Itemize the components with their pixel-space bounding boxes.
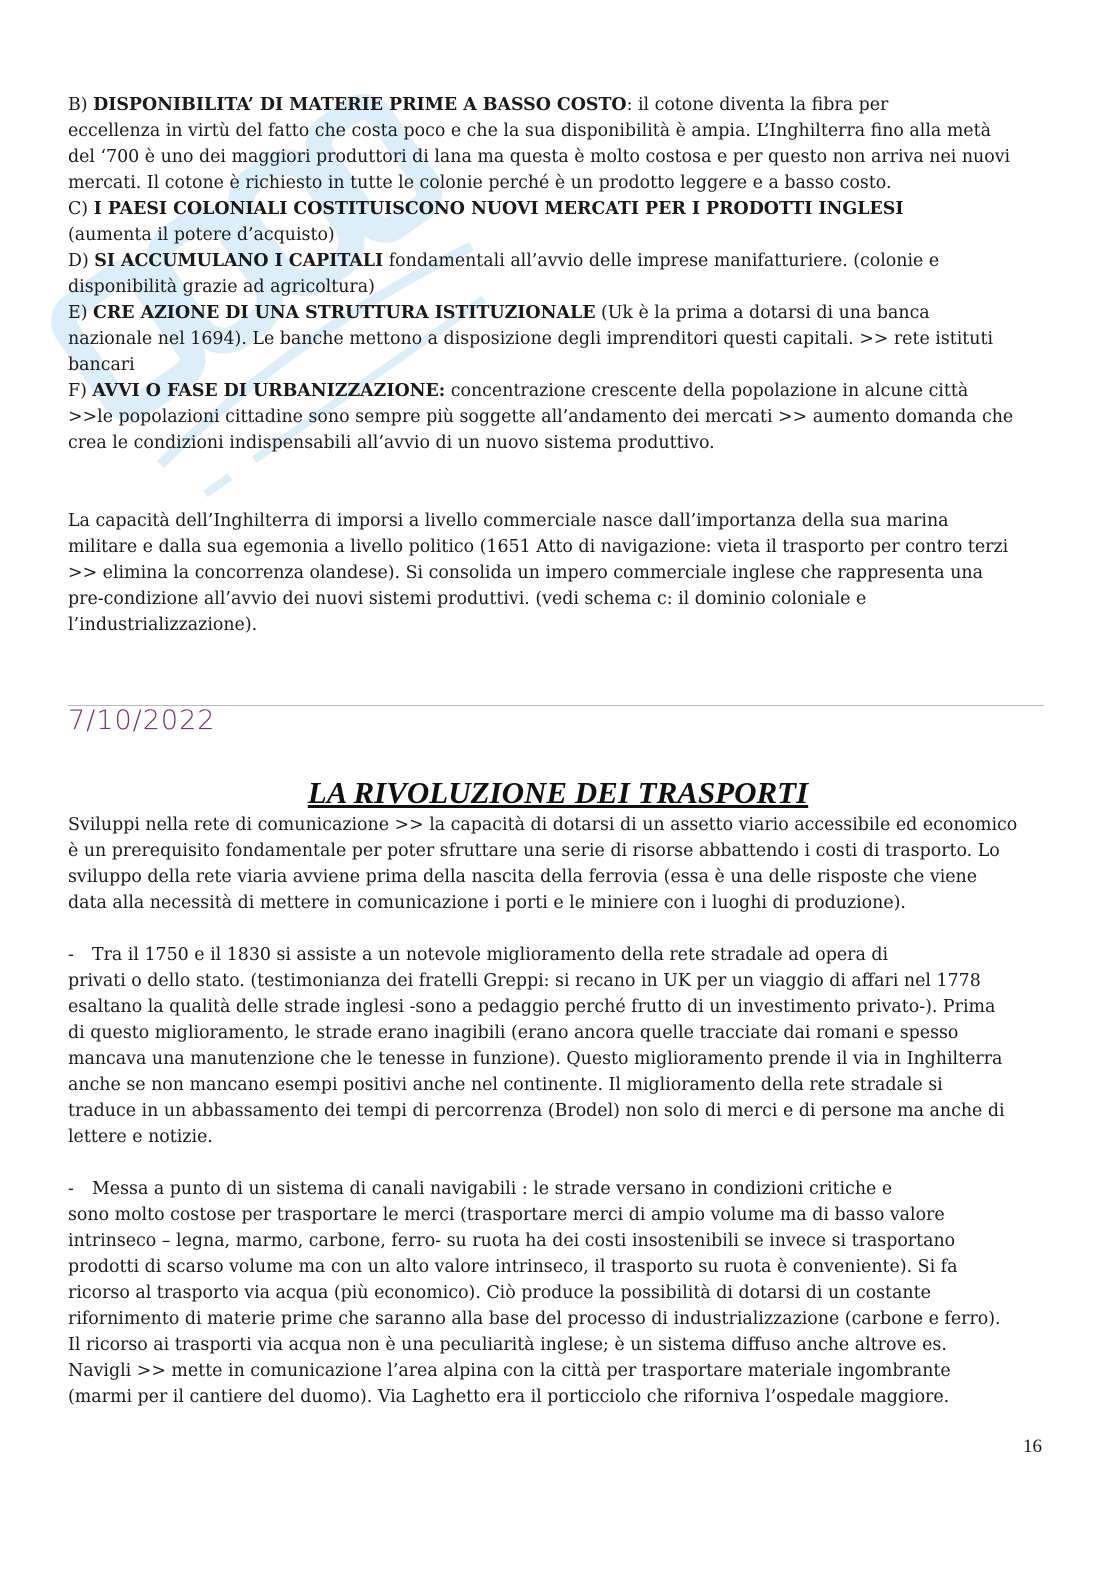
- item-heading: AVVI O FASE DI URBANIZZAZIONE:: [92, 381, 446, 401]
- bullet-item: - Tra il 1750 e il 1830 si assiste a un notevole miglioramento della rete stradale ad opera di privati o dello stato. (testimonianza dei fratelli Greppi: si recano in UK per un viaggio di affari nel 1778 esaltano la qualità delle strade inglesi -sono a pedaggio perché frutto di un investimento privato-). Prima di questo miglioramento, le strade erano inagibili (erano ancora quelle tracciate dai romani e spesso mancava una manutenzione che le tenesse in funzione). Questo miglioramento prende il via in Inghilterra anche se non mancano esempi positivi anche nel continente. Il miglioramento della rete stradale si traduce in un abbassamento dei tempi di percorrenza (Brodel) non solo di merci e di persone ma anche di lettere e notizie.: [68, 942, 1048, 1150]
- intro-paragraph: Sviluppi nella rete di comunicazione >> la capacità di dotarsi di un assetto viario accessibile ed economico è un prerequisito fondamentale per poter sfruttare una serie di risorse abbattendo i costi di trasporto. Lo sviluppo della rete viaria avviene prima della nascita della ferrovia (essa è una delle risposte che viene data alla necessità di mettere in comunicazione i porti e le miniere con i luoghi di produzione).: [68, 815, 1018, 913]
- section-top: [68, 92, 1048, 638]
- page-number: 16: [1023, 1436, 1042, 1457]
- list-item: C) I PAESI COLONIALI COSTITUISCONO NUOVI MERCATI PER I PRODOTTI INGLESI (aumenta il potere d’acquisto): [68, 199, 904, 245]
- list-item: E) CRE AZIONE DI UNA STRUTTURA ISTITUZIONALE (Uk è la prima a dotarsi di una banca nazionale nel 1694). Le banche mettono a disposizione degli imprenditori questi capitali. >> rete istituti bancari: [68, 303, 994, 375]
- dash-bullet: -: [68, 945, 74, 965]
- item-heading: DISPONIBILITA’ DI MATERIE PRIME A BASSO COSTO: [93, 95, 627, 115]
- item-heading: SI ACCUMULANO I CAPITALI: [94, 251, 384, 271]
- dash-bullet: -: [68, 1179, 74, 1199]
- list-item: D) SI ACCUMULANO I CAPITALI fondamentali all’avvio delle imprese manifatturiere. (colonie e disponibilità grazie ad agricoltura): [68, 251, 940, 297]
- date-heading: 7/10/2022: [68, 705, 216, 736]
- page-title: LA RIVOLUZIONE DEI TRASPORTI: [307, 775, 809, 810]
- list-item: B) DISPONIBILITA’ DI MATERIE PRIME A BASSO COSTO: il cotone diventa la fibra per eccellenza in virtù del fatto che costa poco e che la sua disponibilità è ampia. L’Inghilterra fino alla metà del ‘700 è uno dei maggiori produttori di lana ma questa è molto costosa e per questo non arriva nei nuovi mercati. Il cotone è richiesto in tutte le colonie perché è un prodotto leggere e a basso costo.: [68, 95, 1011, 193]
- paragraph: La capacità dell’Inghilterra di imporsi a livello commerciale nasce dall’importanza della sua marina militare e dalla sua egemonia a livello politico (1651 Atto di navigazione: vieta il trasporto per contro terzi >> elimina la concorrenza olandese). Si consolida un impero commerciale inglese che rappresenta una pre-condizione all’avvio dei nuovi sistemi produttivi. (vedi schema c: il dominio coloniale e l’industrializzazione).: [68, 511, 1009, 635]
- bullet-item: - Messa a punto di un sistema di canali navigabili : le strade versano in condizioni critiche e sono molto costose per trasportare le merci (trasportare merci di ampio volume ma di basso valore intrinseco – legna, marmo, carbone, ferro- su ruota ha dei costi insostenibili se invece si trasportano prodotti di scarso volume ma con un alto valore intrinseco, il trasporto su ruota è conveniente). Si fa ricorso al trasporto via acqua (più economico). Ciò produce la possibilità di dotarsi di un costante rifornimento di materie prime che saranno alla base del processo di industrializzazione (carbone e ferro). Il ricorso ai trasporti via acqua non è una peculiarità inglese; è un sistema diffuso anche altrove es. Navigli >> mette in comunicazione l’area alpina con la città per trasportare materiale ingombrante (marmi per il cantiere del duomo). Via Laghetto era il porticciolo che riforniva l’ospedale maggiore.: [68, 1176, 1048, 1410]
- list-item: F) AVVI O FASE DI URBANIZZAZIONE: concentrazione crescente della popolazione in alcune città >>le popolazioni cittadine sono sempre più soggette all’andamento dei mercati >> aumento domanda che crea le condizioni indispensabili all’avvio di un nuovo sistema produttivo.: [68, 381, 1014, 453]
- section-bottom: [68, 812, 1048, 1410]
- item-heading: CRE AZIONE DI UNA STRUTTURA ISTITUZIONALE: [93, 303, 596, 323]
- item-heading: I PAESI COLONIALI COSTITUISCONO NUOVI MERCATI PER I PRODOTTI INGLESI: [93, 199, 904, 219]
